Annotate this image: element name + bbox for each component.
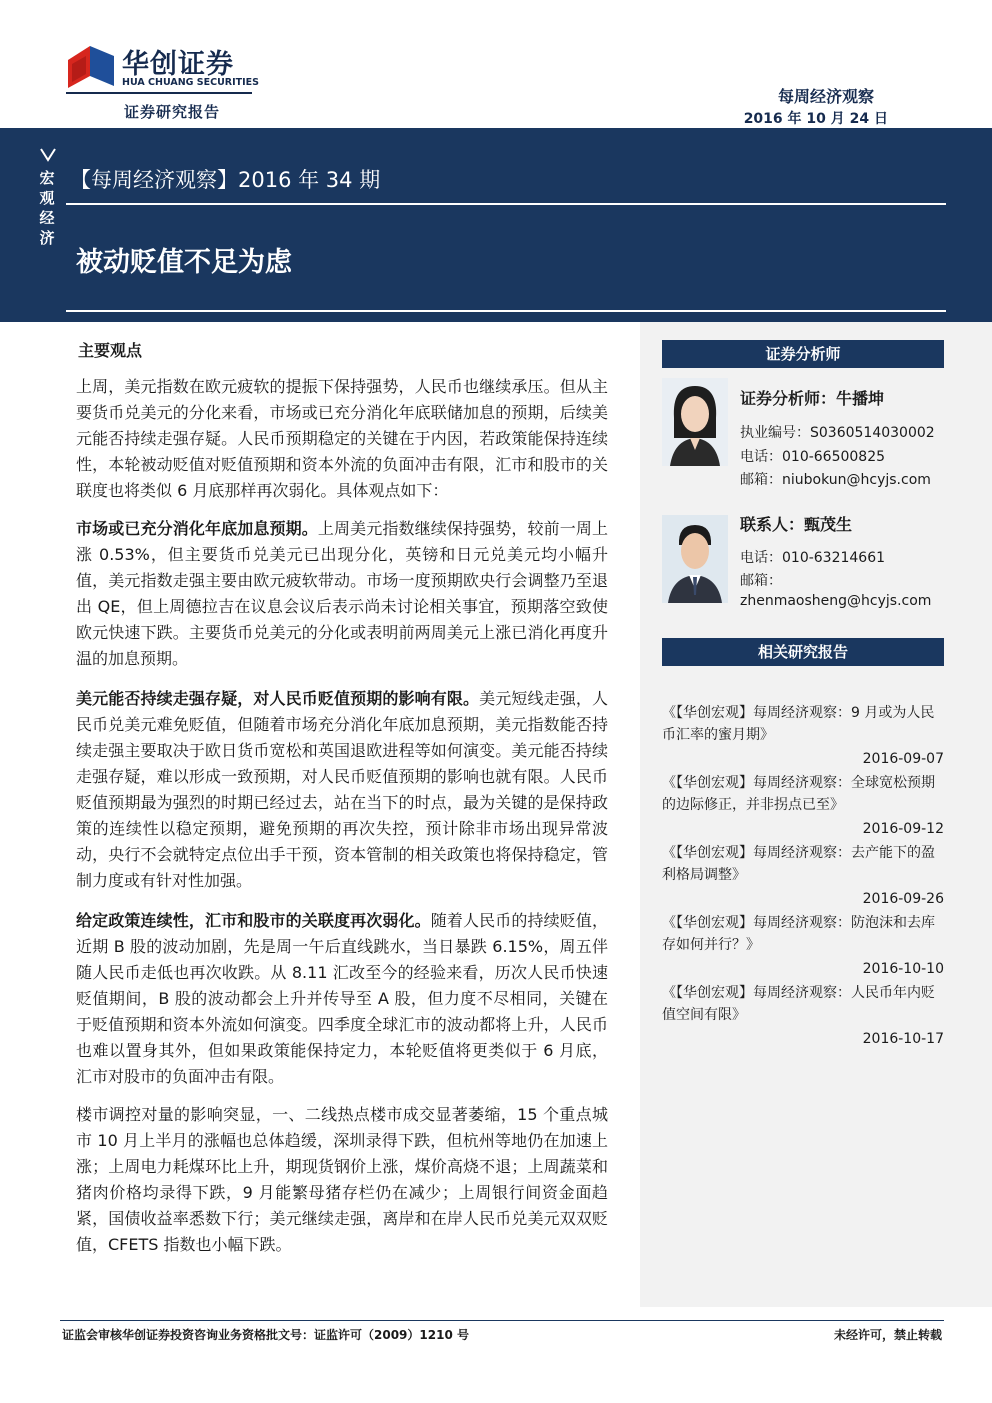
analyst1-name: 证券分析师：牛播坤 bbox=[740, 389, 885, 408]
footer-copyright: 未经许可，禁止转载 bbox=[833, 1328, 942, 1342]
report-type: 证券研究报告 bbox=[124, 103, 221, 121]
paragraph-body: 美元短线走强，人民币兑美元难免贬值，但随着市场充分消化年底加息预期，美元指数能否持续走强主要取决于欧日货币宽松和英国退欧进程等如何演变。美元能否持续走强存疑，难以形成一致预期，对人民币贬值预期的影响也就有限。人民币贬值预期最为强烈的时期已经过去，站在当下的时点，最为关键的是保持政策的连续性以稳定预期，避免预期的再次失控，预计除非市场出现异常波动，央行不会就特定点位出手干预，资本管制的相关政策也将保持稳定，管制力度或有针对性加强。 bbox=[76, 689, 608, 890]
logo-divider bbox=[66, 92, 252, 94]
related-report-title[interactable]: 《【华创宏观】每周经济观察：全球宽松预期的边际修正，并非拐点已至》 bbox=[662, 775, 935, 813]
paragraph-summary: 上周，美元指数在欧元疲软的提振下保持强势，人民币也继续承压。但从主要货币兑美元的分化来看，市场或已充分消化年底联储加息的预期，后续美元能否持续走强存疑。人民币预期稳定的关键在于内因，若政策能保持连续性，本轮被动贬值对贬值预期和资本外流的负面冲击有限，汇市和股市的关联度也将类似 6 月底那样再次弱化。具体观点如下： bbox=[76, 377, 608, 500]
related-reports-header: 相关研究报告 bbox=[662, 638, 944, 666]
paragraph-body: 上周美元指数继续保持强势，较前一周上涨 0.53%，但主要货币兑美元已出现分化，英镑和日元兑美元均小幅升值，美元指数走强主要由欧元疲软带动。市场一度预期欧央行会调整乃至退出 QE，但上周德拉吉在议息会议后表示尚未讨论相关事宜，预期落空致使欧元快速下跌。主要货币兑美元的分化或表明前两周美元上涨已消化再度升温的加息预期。 bbox=[76, 519, 608, 668]
banner-divider-top bbox=[66, 203, 946, 205]
analyst1-cert: 执业编号：S0360514030002 bbox=[740, 425, 935, 441]
related-report-date: 2016-09-26 bbox=[862, 891, 944, 907]
banner-notch-icon bbox=[40, 148, 56, 162]
banner-divider-bottom bbox=[66, 310, 946, 312]
category-label: 宏观经济 bbox=[39, 169, 55, 247]
issue-label: 【每周经济观察】2016 年 34 期 bbox=[70, 168, 381, 192]
page-title: 被动贬值不足为虑 bbox=[76, 247, 292, 278]
footer-divider bbox=[60, 1320, 944, 1321]
analyst2-name: 联系人：甄茂生 bbox=[740, 515, 853, 534]
footer-license: 证监会审核华创证券投资咨询业务资格批文号：证监许可（2009）1210 号 bbox=[62, 1328, 469, 1342]
section-title: 主要观点 bbox=[78, 341, 143, 360]
title-banner bbox=[0, 128, 992, 322]
paragraph-lead: 美元能否持续走强存疑，对人民币贬值预期的影响有限。 bbox=[76, 689, 480, 708]
paragraph-lead: 市场或已充分消化年底加息预期。 bbox=[76, 519, 318, 538]
logo-name-cn: 华创证券 bbox=[122, 49, 234, 80]
related-report-title[interactable]: 《【华创宏观】每周经济观察：去产能下的盈利格局调整》 bbox=[662, 845, 935, 883]
analyst1-email: 邮箱：niubokun@hcyjs.com bbox=[740, 472, 931, 488]
contact-photo-avatar bbox=[662, 515, 728, 603]
related-report-date: 2016-09-07 bbox=[862, 751, 944, 767]
paragraph-lead: 给定政策连续性，汇市和股市的关联度再次弱化。 bbox=[76, 911, 431, 930]
analyst-header: 证券分析师 bbox=[662, 340, 944, 368]
related-report-date: 2016-10-10 bbox=[862, 961, 944, 977]
logo-name-en: HUA CHUANG SECURITIES bbox=[122, 77, 259, 88]
report-date: 2016 年 10 月 24 日 bbox=[743, 111, 888, 127]
related-report-title[interactable]: 《【华创宏观】每周经济观察：9 月或为人民币汇率的蜜月期》 bbox=[662, 705, 935, 743]
related-report-title[interactable]: 《【华创宏观】每周经济观察：人民币年内贬值空间有限》 bbox=[662, 985, 935, 1023]
analyst2-email-label: 邮箱： bbox=[740, 573, 782, 589]
huachuang-logo-mark-icon bbox=[68, 46, 114, 88]
analyst2-phone: 电话：010-63214661 bbox=[740, 550, 886, 566]
analyst2-email: zhenmaosheng@hcyjs.com bbox=[740, 593, 932, 609]
series-name: 每周经济观察 bbox=[777, 87, 874, 106]
related-report-date: 2016-10-17 bbox=[862, 1031, 944, 1047]
paragraph-rate-hike bbox=[76, 516, 608, 672]
paragraph-body: 随着人民币的持续贬值，近期 B 股的波动加剧，先是周一午后直线跳水，当日暴跌 6.15%，周五伴随人民币走低也再次收跌。从 8.11 汇改至今的经验来看，历次人民币快速贬值期间，B 股的波动都会上升并传导至 A 股，但力度不尽相同，关键在于贬值预期和资本外流如何演变。四季度全球汇市的波动都将上升，人民币也难以置身其外，但如果政策能保持定力，本轮贬值将更类似于 6 月底，汇市对股市的负面冲击有限。 bbox=[76, 911, 608, 1086]
analyst1-phone: 电话：010-66500825 bbox=[740, 449, 886, 465]
paragraph-fx-equity bbox=[76, 908, 608, 1090]
paragraph-macro-data: 楼市调控对量的影响突显，一、二线热点楼市成交显著萎缩，15 个重点城市 10 月上半月的涨幅也总体趋缓，深圳录得下跌，但杭州等地仍在加速上涨；上周电力耗煤环比上升，期现货钢价上涨，煤价高烧不退；上周蔬菜和猪肉价格均录得下跌，9 月能繁母猪存栏仍在减少；上周银行间资金面趋紧，国债收益率悉数下行；美元继续走强，离岸和在岸人民币兑美元双双贬值，CFETS 指数也小幅下跌。 bbox=[76, 1105, 608, 1254]
analyst-photo-avatar bbox=[662, 378, 728, 466]
related-report-date: 2016-09-12 bbox=[862, 821, 944, 837]
paragraph-dollar bbox=[76, 686, 608, 894]
related-report-title[interactable]: 《【华创宏观】每周经济观察：防泡沫和去库存如何并行？》 bbox=[662, 915, 935, 953]
